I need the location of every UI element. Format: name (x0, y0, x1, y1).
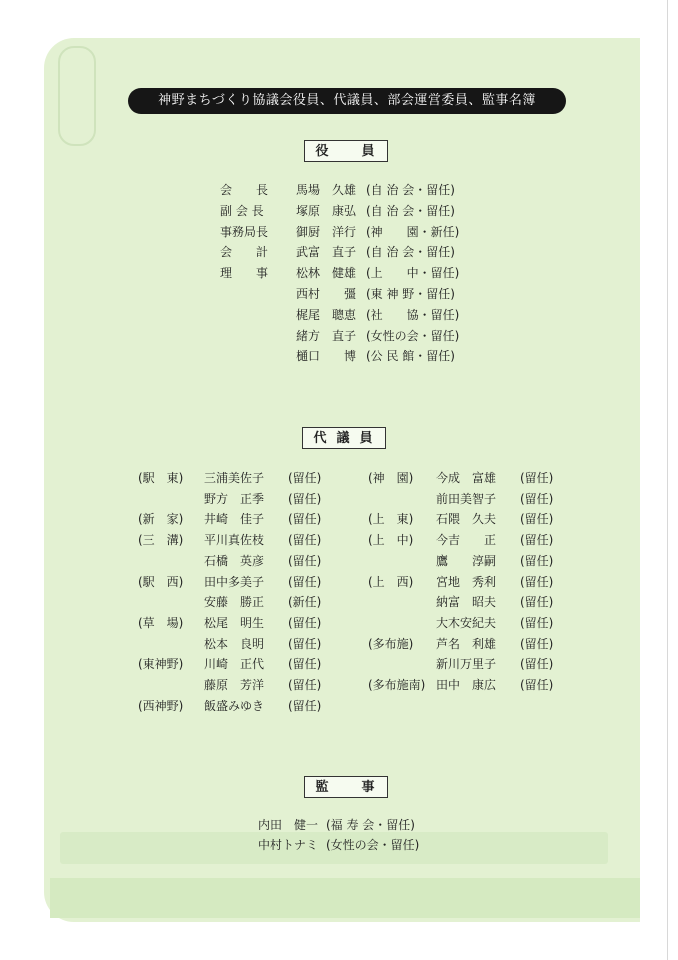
officer-title: 事務局長 (220, 224, 269, 239)
officer-affiliation: (自 治 会・留任) (366, 183, 455, 197)
delegate-name: 石隈 久夫 (436, 512, 497, 527)
ghost-show-through-band-bottom (50, 878, 640, 918)
delegate-status: (留任) (520, 595, 554, 610)
officer-name: 松林 健雄 (296, 266, 357, 281)
officer-name: 緒方 直子 (296, 328, 357, 343)
officer-affiliation: (自 治 会・留任) (366, 203, 455, 218)
delegate-status: (留任) (288, 615, 322, 630)
delegate-status: (留任) (520, 678, 554, 692)
officer-affiliation: (上 中・留任) (366, 266, 460, 281)
delegate-status: (留任) (288, 533, 322, 548)
delegate-name: 野方 正季 (204, 491, 265, 506)
officer-name: 御厨 洋行 (296, 224, 357, 239)
officer-name: 武富 直子 (296, 245, 357, 260)
officer-name: 馬場 久雄 (296, 183, 357, 197)
delegate-area: (駅 東) (138, 471, 184, 485)
delegate-area: (多布施) (368, 636, 414, 651)
delegate-name: 芦名 利雄 (436, 636, 497, 651)
delegate-name: 田中 康広 (436, 678, 497, 692)
delegate-status: (留任) (288, 698, 322, 713)
delegate-name: 宮地 秀利 (436, 574, 497, 589)
auditor-name: 中村トナミ (258, 838, 319, 852)
officer-title: 理 事 (220, 266, 269, 281)
auditors-heading: 監 事 (304, 776, 388, 798)
delegate-area: (多布施南) (368, 678, 426, 692)
delegate-status: (留任) (288, 574, 322, 589)
delegate-area: (上 東) (368, 512, 414, 527)
delegate-status: (留任) (520, 615, 554, 630)
delegate-name: 藤原 芳洋 (204, 678, 265, 692)
officer-name: 梶尾 聰恵 (296, 307, 357, 322)
delegate-name: 鷹 淳嗣 (436, 553, 497, 568)
delegate-name: 新川万里子 (436, 657, 497, 672)
document-title-banner: 神野まちづくり協議会役員、代議員、部会運営委員、監事名簿 (128, 88, 566, 114)
officers-heading: 役 員 (304, 140, 388, 162)
delegate-status: (留任) (520, 636, 554, 651)
delegate-area: (草 場) (138, 615, 184, 630)
officer-affiliation: (自 治 会・留任) (366, 245, 455, 260)
delegate-name: 飯盛みゆき (204, 698, 265, 713)
delegate-status: (留任) (520, 574, 554, 589)
delegate-area: (新 家) (138, 512, 184, 527)
delegate-area: (上 中) (368, 533, 414, 548)
delegate-name: 今吉 正 (436, 533, 497, 548)
delegate-area: (西神野) (138, 698, 184, 713)
officer-title: 会 計 (220, 245, 269, 260)
officer-name: 西村 彊 (296, 287, 357, 301)
delegate-name: 川崎 正代 (204, 657, 265, 672)
officer-affiliation: (東 神 野・留任) (366, 287, 455, 301)
delegate-status: (新任) (288, 595, 322, 610)
delegate-status: (留任) (520, 471, 554, 485)
auditor-affiliation: (福 寿 会・留任) (326, 818, 415, 832)
delegate-area: (東神野) (138, 657, 184, 672)
delegate-name: 今成 富雄 (436, 471, 497, 485)
delegate-status: (留任) (520, 553, 554, 568)
delegate-name: 田中多美子 (204, 574, 265, 589)
auditor-affiliation: (女性の会・留任) (326, 838, 420, 852)
officer-name: 塚原 康弘 (296, 203, 357, 218)
delegate-name: 石橋 英彦 (204, 553, 265, 568)
delegate-area: (上 西) (368, 574, 414, 589)
ghost-tab-decoration (58, 46, 96, 146)
delegate-status: (留任) (288, 512, 322, 527)
officer-title: 副 会 長 (220, 203, 264, 218)
delegate-status: (留任) (520, 512, 554, 527)
delegate-status: (留任) (288, 553, 322, 568)
delegate-name: 三浦美佐子 (204, 471, 265, 485)
delegate-status: (留任) (520, 533, 554, 548)
delegate-area: (駅 西) (138, 574, 184, 589)
officer-title: 会 長 (220, 183, 269, 197)
delegate-area: (神 園) (368, 471, 414, 485)
officer-affiliation: (公 民 館・留任) (366, 349, 455, 364)
delegates-heading: 代議員 (302, 427, 386, 449)
auditor-name: 内田 健一 (258, 818, 319, 832)
officer-affiliation: (神 園・新任) (366, 224, 460, 239)
delegate-name: 井崎 佳子 (204, 512, 265, 527)
delegate-status: (留任) (288, 657, 322, 672)
delegate-status: (留任) (288, 678, 322, 692)
delegate-area: (三 溝) (138, 533, 184, 548)
delegate-status: (留任) (520, 491, 554, 506)
delegate-status: (留任) (288, 471, 322, 485)
delegate-name: 納富 昭夫 (436, 595, 497, 610)
delegate-status: (留任) (520, 657, 554, 672)
delegate-name: 松本 良明 (204, 636, 265, 651)
delegate-name: 安藤 勝正 (204, 595, 265, 610)
officer-name: 樋口 博 (296, 349, 357, 364)
delegate-status: (留任) (288, 636, 322, 651)
delegate-name: 平川真佐枝 (204, 533, 265, 548)
officer-affiliation: (女性の会・留任) (366, 328, 460, 343)
officer-affiliation: (社 協・留任) (366, 307, 460, 322)
delegate-name: 松尾 明生 (204, 615, 265, 630)
delegate-status: (留任) (288, 491, 322, 506)
delegate-name: 大木安紀夫 (436, 615, 497, 630)
page-edge-line (667, 0, 668, 960)
delegate-name: 前田美智子 (436, 491, 497, 506)
